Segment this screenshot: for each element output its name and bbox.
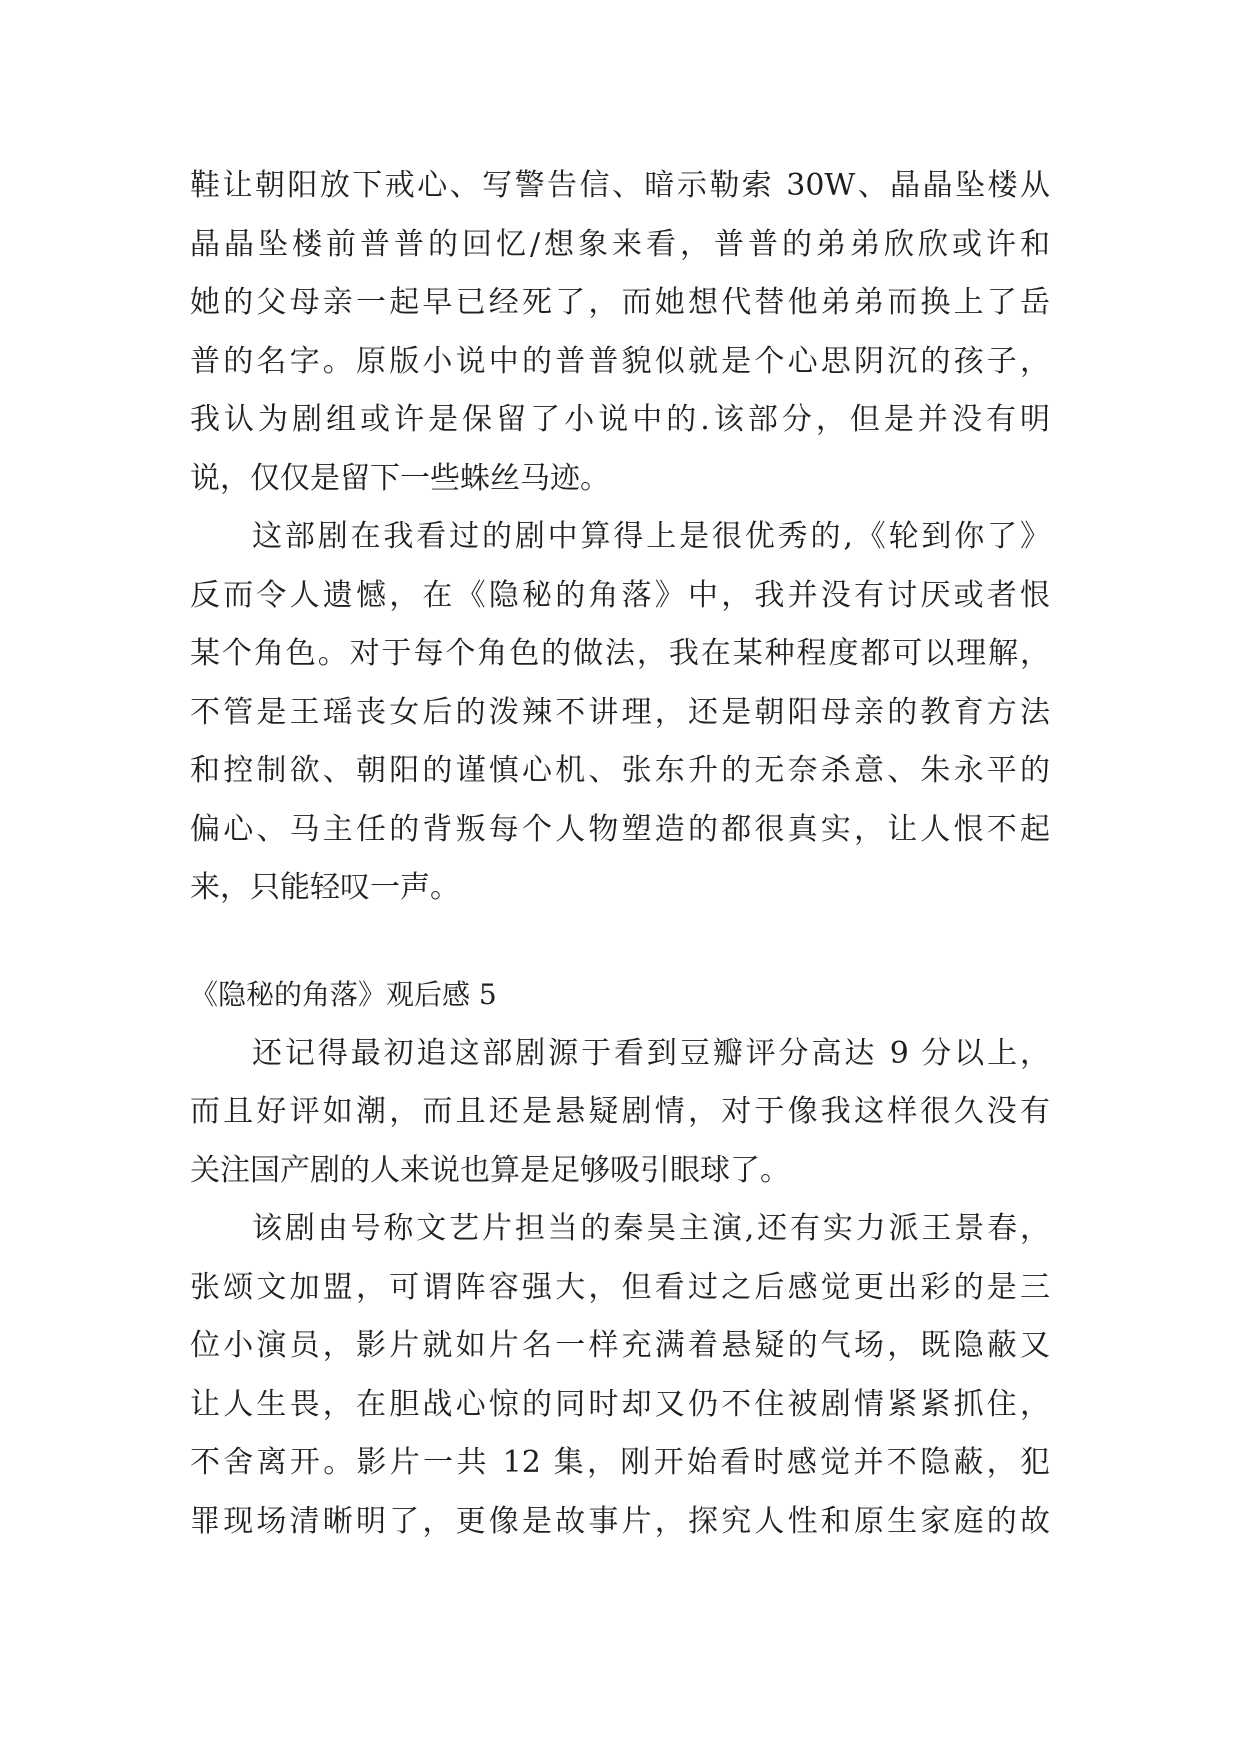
text-line: 晶晶坠楼前普普的回忆/想象来看，普普的弟弟欣欣或许和	[190, 227, 1050, 262]
text-line: 还记得最初追这部剧源于看到豆瓣评分高达 9 分以上，	[252, 1036, 1050, 1071]
text-line: 关注国产剧的人来说也算是足够吸引眼球了。	[190, 1153, 790, 1188]
text-line: 鞋让朝阳放下戒心、写警告信、暗示勒索 30W、晶晶坠楼从	[190, 168, 1050, 203]
text-line: 来，只能轻叹一声。	[190, 870, 460, 905]
text-line: 该剧由号称文艺片担当的秦昊主演,还有实力派王景春，	[252, 1211, 1050, 1246]
text-line: 位小演员，影片就如片名一样充满着悬疑的气场，既隐蔽又	[190, 1328, 1050, 1363]
text-line: 罪现场清晰明了，更像是故事片，探究人性和原生家庭的故	[190, 1504, 1050, 1539]
text-line: 和控制欲、朝阳的谨慎心机、张东升的无奈杀意、朱永平的	[190, 753, 1050, 788]
text-line: 普的名字。原版小说中的普普貌似就是个心思阴沉的孩子，	[190, 344, 1050, 379]
text-line: 偏心、马主任的背叛每个人物塑造的都很真实，让人恨不起	[190, 812, 1050, 847]
text-line: 这部剧在我看过的剧中算得上是很优秀的,《轮到你了》	[252, 519, 1050, 554]
text-line: 反而令人遗憾，在《隐秘的角落》中，我并没有讨厌或者恨	[190, 578, 1050, 613]
section-heading: 《隐秘的角落》观后感 5	[190, 978, 497, 1011]
text-line: 让人生畏，在胆战心惊的同时却又仍不住被剧情紧紧抓住，	[190, 1387, 1050, 1422]
text-line: 张颂文加盟，可谓阵容强大，但看过之后感觉更出彩的是三	[190, 1270, 1050, 1305]
text-line: 某个角色。对于每个角色的做法，我在某种程度都可以理解，	[190, 636, 1050, 671]
text-line: 我认为剧组或许是保留了小说中的.该部分，但是并没有明	[190, 402, 1050, 437]
text-line: 而且好评如潮，而且还是悬疑剧情，对于像我这样很久没有	[190, 1094, 1050, 1129]
text-line: 不管是王瑶丧女后的泼辣不讲理，还是朝阳母亲的教育方法	[190, 695, 1050, 730]
text-line: 她的父母亲一起早已经死了，而她想代替他弟弟而换上了岳	[190, 285, 1050, 320]
text-line: 说，仅仅是留下一些蛛丝马迹。	[190, 461, 610, 496]
text-line: 不舍离开。影片一共 12 集，刚开始看时感觉并不隐蔽，犯	[190, 1445, 1050, 1480]
